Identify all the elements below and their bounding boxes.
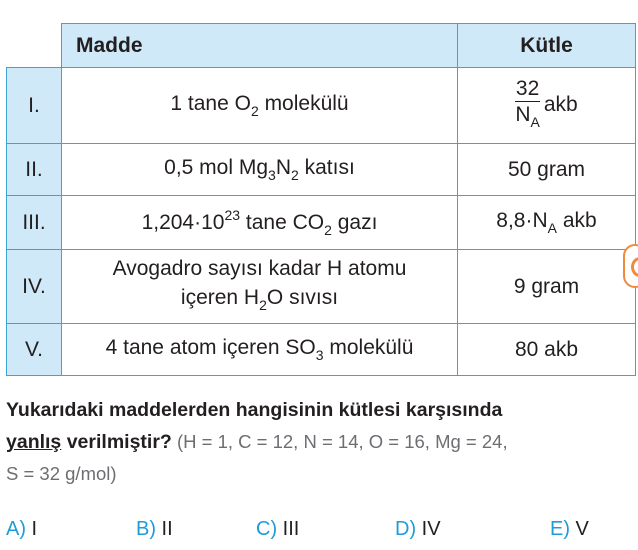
mass-cell: $\frac{32}{N_A}$ akb [458, 68, 636, 144]
option-c[interactable]: C) III [256, 518, 300, 540]
substance-cell: 4 tane atom içeren $SO_3$ molekülü [62, 324, 458, 376]
table-row [7, 144, 636, 196]
option-e[interactable]: E) V [550, 518, 589, 540]
option-a[interactable]: A) I [6, 518, 38, 540]
row-numeral: III. [7, 196, 62, 250]
row-numeral: I. [7, 68, 62, 144]
substance-cell: Avogadro sayısı kadar H atomu içeren $H_2O$ sıvısı [62, 250, 458, 324]
table-row [7, 250, 636, 324]
question-text: Yukarıdaki maddelerden hangisinin kütlesi karşısında yanlış verilmiştir? (H = 1, C = 12, N = 14, O = 16, Mg = 24, S = 32 g/mol) [6, 399, 508, 484]
mass-cell: 80 akb [458, 324, 636, 376]
table-row [7, 324, 636, 376]
option-d[interactable]: D) IV [395, 518, 441, 540]
substance-cell: 1 tane $O_2$ molekülü [62, 68, 458, 144]
header-corner-cell [7, 24, 62, 68]
header-madde: Madde [62, 24, 458, 68]
mass-cell: 50 gram [458, 144, 636, 196]
table-row [7, 68, 636, 144]
table-row [7, 196, 636, 250]
row-numeral: IV. [7, 250, 62, 324]
mass-fraction: $\frac{32}{N_A}$ [515, 76, 540, 135]
option-b[interactable]: B) II [136, 518, 173, 540]
row-numeral: V. [7, 324, 62, 376]
mass-cell: $8,8\cdot N_A$ akb [458, 196, 636, 250]
substance-cell: $1,204\cdot 10^{23}$ tane $CO_2$ gazı [62, 196, 458, 250]
substance-table [6, 23, 636, 376]
table-header-row [7, 24, 636, 68]
header-kutle: Kütle [458, 24, 636, 68]
mass-cell: 9 gram [458, 250, 636, 324]
orange-tab-icon [623, 244, 638, 288]
substance-cell: 0,5 mol $Mg_3N_2$ katısı [62, 144, 458, 196]
row-numeral: II. [7, 144, 62, 196]
